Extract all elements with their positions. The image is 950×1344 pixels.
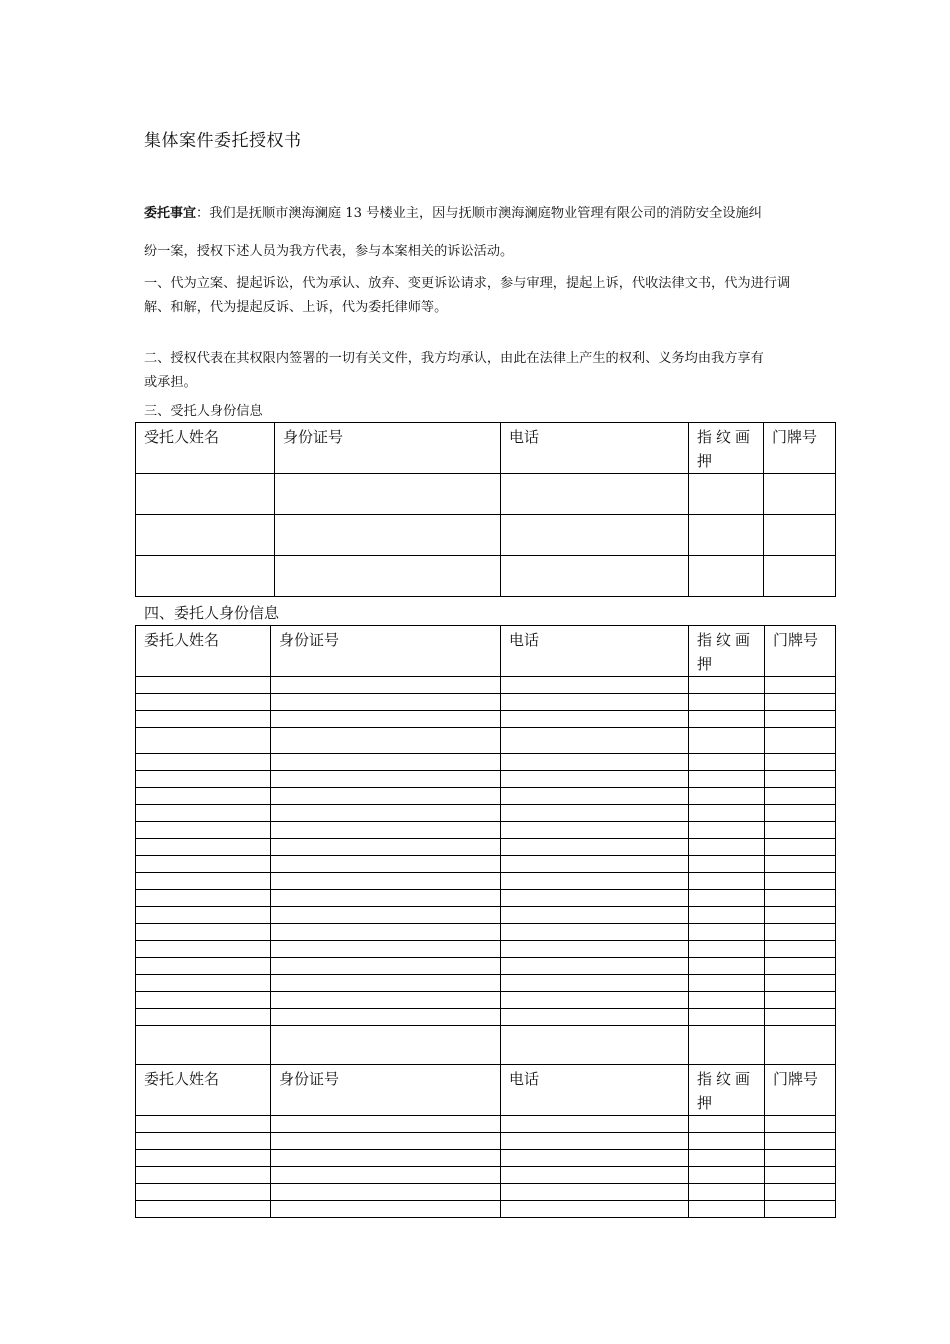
table-cell[interactable]	[271, 975, 501, 992]
table-cell[interactable]	[689, 873, 765, 890]
table-cell[interactable]	[501, 474, 689, 515]
table-cell[interactable]	[136, 1150, 271, 1167]
table-cell[interactable]	[689, 711, 765, 728]
table-cell[interactable]	[501, 515, 689, 556]
header-cell	[271, 626, 501, 677]
table-cell[interactable]	[689, 474, 764, 515]
table-cell[interactable]	[136, 941, 271, 958]
table-cell[interactable]	[689, 1116, 765, 1133]
table-row	[136, 788, 836, 805]
table-cell[interactable]	[136, 1009, 271, 1026]
table-cell[interactable]	[501, 754, 689, 771]
table-cell[interactable]	[136, 711, 271, 728]
table-row	[136, 771, 836, 788]
table-cell[interactable]	[271, 992, 501, 1009]
table-row	[136, 873, 836, 890]
table-row	[136, 1133, 836, 1150]
table-cell[interactable]	[136, 873, 271, 890]
table-cell[interactable]	[501, 907, 689, 924]
table-cell[interactable]	[765, 711, 836, 728]
table-cell[interactable]	[765, 1167, 836, 1184]
table-row	[136, 711, 836, 728]
header-cell	[764, 423, 836, 474]
table-cell[interactable]	[136, 1116, 271, 1133]
table-cell[interactable]	[689, 515, 764, 556]
table-cell[interactable]	[765, 728, 836, 754]
table-cell[interactable]	[689, 1167, 765, 1184]
table-cell[interactable]	[271, 890, 501, 907]
matter-paragraph	[144, 202, 812, 264]
table-cell[interactable]	[271, 839, 501, 856]
matter-text-line2: 纷一案，授权下述人员为我方代表，参与本案相关的诉讼活动。	[144, 244, 514, 259]
table-cell[interactable]	[689, 771, 765, 788]
table-row	[136, 975, 836, 992]
header-cell	[689, 626, 765, 677]
table-cell[interactable]	[501, 728, 689, 754]
table-cell[interactable]	[501, 1116, 689, 1133]
table-cell[interactable]	[136, 975, 271, 992]
table-cell[interactable]	[765, 1026, 836, 1065]
clause-2-line1: 二、授权代表在其权限内签署的一切有关文件，我方均承认，由此在法律上产生的权利、义务均由我方享有	[144, 351, 764, 366]
principal-table	[135, 625, 836, 1218]
header-cell	[271, 1065, 501, 1116]
table-cell[interactable]	[501, 1167, 689, 1184]
table-cell[interactable]	[765, 771, 836, 788]
table-cell[interactable]	[689, 1026, 765, 1065]
table-row	[136, 515, 836, 556]
table-cell[interactable]	[501, 1009, 689, 1026]
table-cell[interactable]	[136, 924, 271, 941]
table-row	[136, 556, 836, 597]
table-cell[interactable]	[271, 907, 501, 924]
header-id: 身份证号	[279, 1070, 340, 1088]
table-cell[interactable]	[765, 992, 836, 1009]
table-cell[interactable]	[689, 1133, 765, 1150]
table-cell[interactable]	[765, 1150, 836, 1167]
table-cell[interactable]	[501, 975, 689, 992]
header-phone: 电话	[509, 1070, 540, 1088]
header-cell	[136, 1065, 271, 1116]
table-cell[interactable]	[136, 1167, 271, 1184]
table-row	[136, 907, 836, 924]
table-cell[interactable]	[136, 694, 271, 711]
table-cell[interactable]	[136, 1184, 271, 1201]
header-fingerprint: 指纹画押	[697, 428, 755, 470]
table-row	[136, 1116, 836, 1133]
table-cell[interactable]	[689, 839, 765, 856]
table-row	[136, 822, 836, 839]
table-cell[interactable]	[689, 924, 765, 941]
table-cell[interactable]	[689, 694, 765, 711]
header-name: 受托人姓名	[144, 428, 220, 446]
table-cell[interactable]	[689, 754, 765, 771]
table-cell[interactable]	[765, 1184, 836, 1201]
table-cell[interactable]	[689, 1201, 765, 1218]
table-cell[interactable]	[689, 958, 765, 975]
table-row	[136, 805, 836, 822]
header-cell	[501, 1065, 689, 1116]
clause-1-line2: 解、和解，代为提起反诉、上诉，代为委托律师等。	[144, 300, 448, 315]
table-cell[interactable]	[271, 788, 501, 805]
header-name: 委托人姓名	[144, 1070, 220, 1088]
table-cell[interactable]	[136, 677, 271, 694]
table-cell[interactable]	[271, 754, 501, 771]
matter-text-line1: ：我们是抚顺市澳海澜庭 13 号楼业主，因与抚顺市澳海澜庭物业管理有限公司的消防安全设施纠	[196, 206, 762, 221]
table-cell[interactable]	[136, 515, 275, 556]
table-cell[interactable]	[689, 556, 764, 597]
table-cell[interactable]	[765, 754, 836, 771]
table-cell[interactable]	[136, 1026, 271, 1065]
table-cell[interactable]	[689, 856, 765, 873]
header-cell	[501, 626, 689, 677]
header-cell	[136, 626, 271, 677]
header-fingerprint: 指纹画押	[697, 1070, 755, 1112]
header-door: 门牌号	[773, 1070, 819, 1088]
table-cell[interactable]	[765, 856, 836, 873]
table-header-row	[136, 626, 836, 677]
table-row	[136, 890, 836, 907]
clause-1-line1: 一、代为立案、提起诉讼，代为承认、放弃、变更诉讼请求，参与审理，提起上诉，代收法律文书，代为进行调	[144, 276, 791, 291]
table-cell[interactable]	[136, 556, 275, 597]
table-cell[interactable]	[765, 941, 836, 958]
table-row	[136, 941, 836, 958]
table-cell[interactable]	[271, 941, 501, 958]
table-cell[interactable]	[501, 941, 689, 958]
table-cell[interactable]	[271, 924, 501, 941]
table-cell[interactable]	[271, 1009, 501, 1026]
table-row	[136, 924, 836, 941]
table-row	[136, 1201, 836, 1218]
header-cell	[689, 423, 764, 474]
table-cell[interactable]	[271, 1133, 501, 1150]
table-cell[interactable]	[689, 822, 765, 839]
table-cell[interactable]	[765, 1133, 836, 1150]
table-cell[interactable]	[136, 771, 271, 788]
table-cell[interactable]	[764, 556, 836, 597]
table-cell[interactable]	[136, 822, 271, 839]
header-id: 身份证号	[283, 428, 344, 446]
table-cell[interactable]	[501, 924, 689, 941]
table-cell[interactable]	[689, 890, 765, 907]
table-cell[interactable]	[764, 474, 836, 515]
table-cell[interactable]	[271, 1150, 501, 1167]
table-cell[interactable]	[765, 958, 836, 975]
table-row	[136, 1150, 836, 1167]
table-cell[interactable]	[136, 992, 271, 1009]
table-cell[interactable]	[765, 975, 836, 992]
table-cell[interactable]	[136, 856, 271, 873]
table-cell[interactable]	[501, 1026, 689, 1065]
table-cell[interactable]	[271, 805, 501, 822]
table-cell[interactable]	[689, 728, 765, 754]
table-cell[interactable]	[136, 907, 271, 924]
table-row	[136, 992, 836, 1009]
table-row	[136, 958, 836, 975]
table-row	[136, 1009, 836, 1026]
header-cell	[765, 626, 836, 677]
table-cell[interactable]	[765, 1116, 836, 1133]
table-cell[interactable]	[501, 1184, 689, 1201]
table-cell[interactable]	[501, 839, 689, 856]
table-row	[136, 754, 836, 771]
table-row	[136, 856, 836, 873]
table-cell[interactable]	[765, 839, 836, 856]
header-fingerprint: 指纹画押	[697, 631, 755, 673]
table-cell[interactable]	[765, 694, 836, 711]
table-cell[interactable]	[271, 958, 501, 975]
table-row	[136, 694, 836, 711]
table-cell[interactable]	[689, 975, 765, 992]
table-cell[interactable]	[689, 992, 765, 1009]
table-cell[interactable]	[271, 677, 501, 694]
document-title: 集体案件委托授权书	[144, 131, 302, 151]
table-cell[interactable]	[689, 805, 765, 822]
header-cell	[765, 1065, 836, 1116]
table-cell[interactable]	[271, 711, 501, 728]
table-cell[interactable]	[271, 856, 501, 873]
table-cell[interactable]	[271, 1116, 501, 1133]
table-cell[interactable]	[765, 1201, 836, 1218]
table-cell[interactable]	[501, 1201, 689, 1218]
table-cell[interactable]	[136, 474, 275, 515]
table-header-row	[136, 423, 836, 474]
table-cell[interactable]	[689, 677, 765, 694]
table-cell[interactable]	[271, 873, 501, 890]
table-cell[interactable]	[501, 890, 689, 907]
table-cell[interactable]	[271, 694, 501, 711]
table-cell[interactable]	[271, 1026, 501, 1065]
table-cell[interactable]	[765, 924, 836, 941]
header-door: 门牌号	[772, 428, 818, 446]
table-cell[interactable]	[501, 805, 689, 822]
table-cell[interactable]	[275, 556, 501, 597]
table-cell[interactable]	[689, 907, 765, 924]
table-cell[interactable]	[501, 1133, 689, 1150]
table-cell[interactable]	[501, 822, 689, 839]
table-cell[interactable]	[136, 754, 271, 771]
trustee-table	[135, 422, 836, 597]
section-3-heading: 三、受托人身份信息	[144, 404, 263, 419]
clause-2	[144, 347, 812, 395]
table-cell[interactable]	[765, 890, 836, 907]
table-cell[interactable]	[271, 1167, 501, 1184]
header-phone: 电话	[509, 631, 540, 649]
table-cell[interactable]	[501, 694, 689, 711]
table-cell[interactable]	[271, 822, 501, 839]
section-4-heading: 四、委托人身份信息	[144, 604, 280, 622]
table-cell[interactable]	[689, 1009, 765, 1026]
clause-1	[144, 272, 812, 320]
table-cell[interactable]	[764, 515, 836, 556]
table-cell[interactable]	[271, 1184, 501, 1201]
table-cell[interactable]	[501, 856, 689, 873]
header-id: 身份证号	[279, 631, 340, 649]
header-cell	[136, 423, 275, 474]
table-cell[interactable]	[271, 728, 501, 754]
table-row	[136, 1167, 836, 1184]
table-cell[interactable]	[765, 822, 836, 839]
table-cell[interactable]	[689, 1150, 765, 1167]
header-name: 委托人姓名	[144, 631, 220, 649]
table-cell[interactable]	[689, 941, 765, 958]
table-cell[interactable]	[765, 805, 836, 822]
table-cell[interactable]	[136, 805, 271, 822]
header-cell	[275, 423, 501, 474]
table-cell[interactable]	[765, 907, 836, 924]
table-cell[interactable]	[136, 1201, 271, 1218]
table-row	[136, 474, 836, 515]
table-cell[interactable]	[501, 1150, 689, 1167]
table-cell[interactable]	[275, 515, 501, 556]
matter-label: 委托事宜	[144, 206, 197, 221]
table-cell[interactable]	[765, 677, 836, 694]
table-cell[interactable]	[501, 771, 689, 788]
table-row	[136, 677, 836, 694]
table-cell[interactable]	[136, 958, 271, 975]
table-cell[interactable]	[765, 788, 836, 805]
table-cell[interactable]	[501, 873, 689, 890]
header-cell	[501, 423, 689, 474]
table-cell[interactable]	[501, 677, 689, 694]
table-cell[interactable]	[689, 788, 765, 805]
table-cell[interactable]	[136, 788, 271, 805]
table-cell[interactable]	[275, 474, 501, 515]
table-cell[interactable]	[136, 839, 271, 856]
header-door: 门牌号	[773, 631, 819, 649]
table-cell[interactable]	[271, 771, 501, 788]
table-cell[interactable]	[501, 556, 689, 597]
table-cell[interactable]	[501, 711, 689, 728]
table-cell[interactable]	[136, 1133, 271, 1150]
header-cell	[689, 1065, 765, 1116]
table-cell[interactable]	[689, 1184, 765, 1201]
table-cell[interactable]	[501, 958, 689, 975]
table-cell[interactable]	[501, 788, 689, 805]
table-cell[interactable]	[271, 1201, 501, 1218]
table-cell[interactable]	[765, 873, 836, 890]
table-cell[interactable]	[501, 992, 689, 1009]
table-cell[interactable]	[136, 890, 271, 907]
table-row	[136, 1026, 836, 1065]
table-cell[interactable]	[765, 1009, 836, 1026]
clause-2-line2: 或承担。	[144, 375, 197, 390]
table-header-row	[136, 1065, 836, 1116]
table-row	[136, 728, 836, 754]
table-row	[136, 839, 836, 856]
header-phone: 电话	[509, 428, 540, 446]
table-cell[interactable]	[136, 728, 271, 754]
table-row	[136, 1184, 836, 1201]
